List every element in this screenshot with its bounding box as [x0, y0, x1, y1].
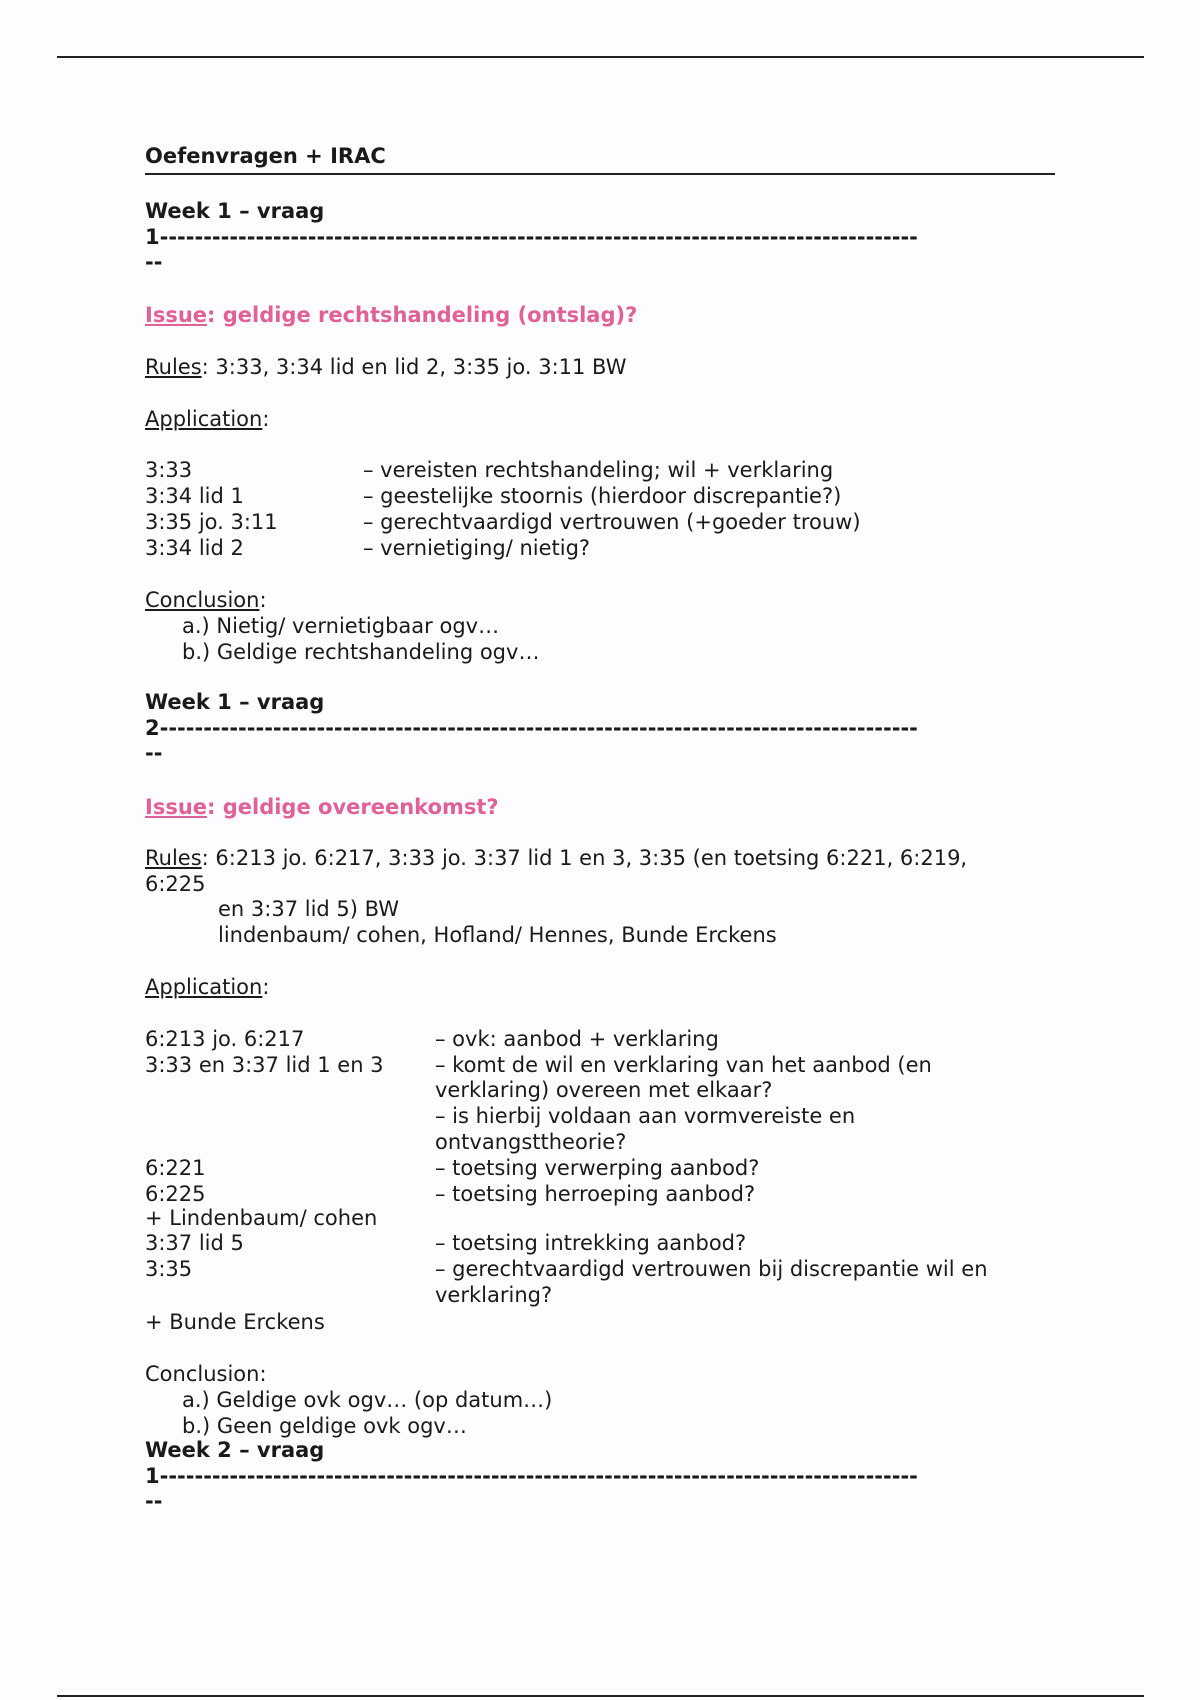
conclusion-option: b.) Geen geldige ovk ogv…: [182, 1414, 467, 1438]
application-desc: verklaring?: [435, 1283, 553, 1307]
section-heading-dashes: 1---------------------------------------------------------------------------------------: [145, 1464, 918, 1488]
page-top-rule: [57, 56, 1144, 58]
issue-label: Issue: [145, 303, 208, 327]
application-desc: – gerechtvaardigd vertrouwen (+goeder trouw): [363, 510, 861, 534]
rules-label: Rules: [145, 846, 202, 870]
rules-text: : 3:33, 3:34 lid en lid 2, 3:35 jo. 3:11 BW: [201, 355, 627, 379]
title-underline: [145, 173, 1055, 175]
application-desc: – toetsing verwerping aanbod?: [435, 1156, 760, 1180]
application-case: + Bunde Erckens: [145, 1310, 325, 1334]
rules-label: Rules: [145, 355, 202, 379]
application-article: 6:225: [145, 1182, 206, 1206]
conclusion-option: b.) Geldige rechtshandeling ogv…: [182, 640, 540, 664]
rules-line: [145, 845, 967, 871]
section-heading: Week 1 – vraag: [145, 199, 325, 223]
application-article: 3:33: [145, 458, 193, 482]
rules-continued: en 3:37 lid 5) BW: [218, 897, 400, 921]
section-heading-dashes: 2---------------------------------------------------------------------------------------: [145, 716, 918, 740]
application-line: [145, 974, 269, 1000]
conclusion-line: [145, 587, 267, 613]
application-colon: :: [262, 975, 270, 999]
application-desc: – geestelijke stoornis (hierdoor discrepantie?): [363, 484, 842, 508]
conclusion-colon: :: [259, 588, 267, 612]
application-case: + Lindenbaum/ cohen: [145, 1206, 378, 1230]
page-bottom-rule: [57, 1695, 1144, 1697]
section-heading-dashes-end: --: [145, 741, 163, 765]
application-article: 6:213 jo. 6:217: [145, 1027, 305, 1051]
application-desc: – vereisten rechtshandeling; wil + verklaring: [363, 458, 834, 482]
application-desc: verklaring) overeen met elkaar?: [435, 1078, 773, 1102]
application-article: 6:221: [145, 1156, 206, 1180]
section-heading-dashes-end: --: [145, 250, 163, 274]
rules-cases: lindenbaum/ cohen, Hofland/ Hennes, Bunde Erckens: [218, 923, 777, 947]
issue-line: [145, 794, 499, 820]
rules-line: [145, 354, 626, 380]
application-line: [145, 406, 269, 432]
issue-text: : geldige rechtshandeling (ontslag)?: [207, 303, 638, 327]
application-desc: – toetsing intrekking aanbod?: [435, 1231, 747, 1255]
application-desc: – ovk: aanbod + verklaring: [435, 1027, 719, 1051]
section-heading: Week 2 – vraag: [145, 1438, 325, 1462]
rules-continued: 6:225: [145, 872, 206, 896]
application-desc: – is hierbij voldaan aan vormvereiste en: [435, 1104, 856, 1128]
application-desc: – vernietiging/ nietig?: [363, 536, 591, 560]
conclusion-label: Conclusion: [145, 588, 260, 612]
application-desc: ontvangsttheorie?: [435, 1130, 627, 1154]
application-article: 3:37 lid 5: [145, 1231, 244, 1255]
application-article: 3:35 jo. 3:11: [145, 510, 278, 534]
application-article: 3:34 lid 2: [145, 536, 244, 560]
section-heading: Week 1 – vraag: [145, 690, 325, 714]
application-desc: – komt de wil en verklaring van het aanbod (en: [435, 1053, 932, 1077]
document-title: Oefenvragen + IRAC: [145, 144, 386, 168]
issue-label: Issue: [145, 795, 208, 819]
issue-text: : geldige overeenkomst?: [207, 795, 499, 819]
issue-line: [145, 302, 637, 328]
application-colon: :: [262, 407, 270, 431]
application-label: Application: [145, 407, 263, 431]
application-label: Application: [145, 975, 263, 999]
conclusion-line: Conclusion:: [145, 1362, 267, 1386]
rules-text: : 6:213 jo. 6:217, 3:33 jo. 3:37 lid 1 en 3, 3:35 (en toetsing 6:221, 6:219,: [201, 846, 968, 870]
application-desc: – gerechtvaardigd vertrouwen bij discrepantie wil en: [435, 1257, 988, 1281]
application-article: 3:34 lid 1: [145, 484, 244, 508]
conclusion-option: a.) Geldige ovk ogv… (op datum…): [182, 1388, 553, 1412]
application-article: 3:33 en 3:37 lid 1 en 3: [145, 1053, 384, 1077]
section-heading-dashes-end: --: [145, 1489, 163, 1513]
section-heading-dashes: 1---------------------------------------------------------------------------------------: [145, 225, 918, 249]
conclusion-option: a.) Nietig/ vernietigbaar ogv…: [182, 614, 500, 638]
application-desc: – toetsing herroeping aanbod?: [435, 1182, 756, 1206]
application-article: 3:35: [145, 1257, 193, 1281]
